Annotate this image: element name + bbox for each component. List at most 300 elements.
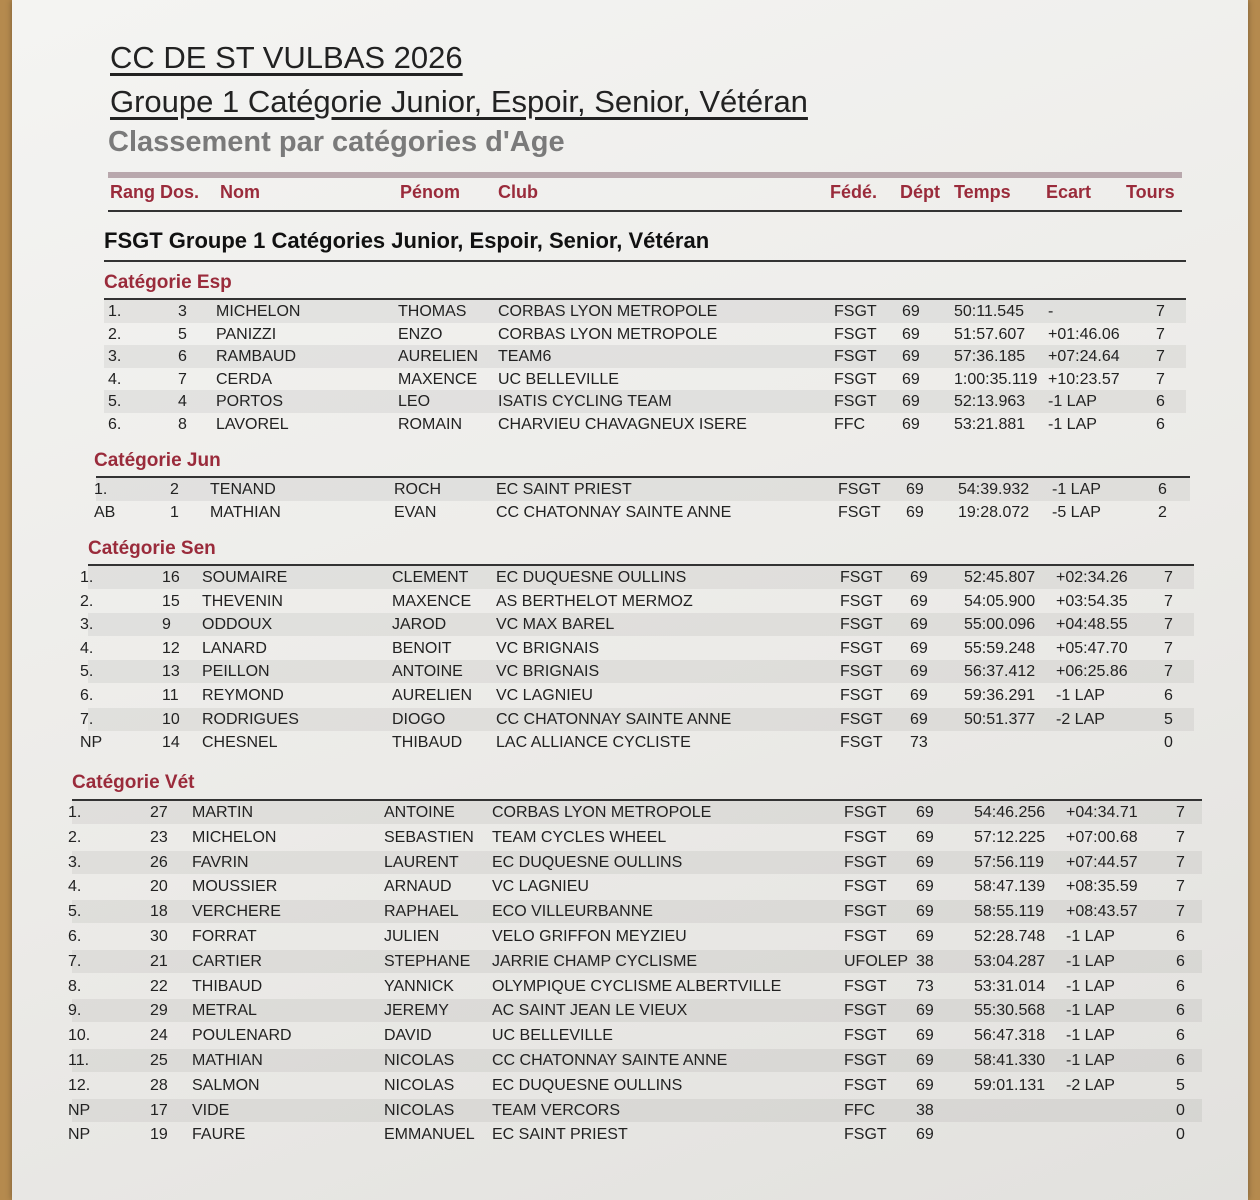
cell-fede: FSGT bbox=[840, 569, 883, 586]
cell-dossard: 7 bbox=[178, 370, 187, 388]
results-sheet bbox=[12, 0, 1248, 1200]
cell-temps: 53:21.881 bbox=[954, 416, 1026, 433]
cell-temps: 53:31.014 bbox=[974, 977, 1046, 995]
cell-dept: 69 bbox=[902, 393, 920, 411]
cell-rang: 8. bbox=[68, 977, 82, 995]
table-row bbox=[68, 1024, 1202, 1047]
cell-fede: FSGT bbox=[834, 348, 877, 366]
cell-club: EC DUQUESNE OULLINS bbox=[496, 569, 687, 586]
cell-fede: FSGT bbox=[844, 928, 887, 945]
cell-fede: FSGT bbox=[844, 853, 887, 871]
cell-rang: 7. bbox=[68, 952, 82, 970]
cell-prenom: ANTOINE bbox=[392, 663, 463, 681]
cell-rang: 6. bbox=[68, 928, 82, 945]
cell-tours: 7 bbox=[1164, 639, 1173, 657]
cell-tours: 7 bbox=[1156, 325, 1165, 343]
cell-tours: 6 bbox=[1164, 687, 1173, 704]
cell-club: VC LAGNIEU bbox=[492, 878, 589, 896]
table-row bbox=[68, 826, 1202, 849]
cell-club: VC LAGNIEU bbox=[496, 687, 593, 704]
cell-dept: 38 bbox=[916, 952, 934, 970]
cell-dept: 69 bbox=[916, 1126, 934, 1144]
cell-dossard: 21 bbox=[150, 952, 168, 970]
cell-ecart: +07:44.57 bbox=[1066, 853, 1138, 871]
table-row bbox=[68, 1074, 1202, 1097]
cell-dossard: 14 bbox=[162, 734, 180, 752]
table-row bbox=[80, 566, 1194, 589]
table-row bbox=[80, 660, 1194, 683]
cell-rang: 3. bbox=[68, 853, 82, 871]
column-header-tours: Tours bbox=[1126, 182, 1175, 202]
table-row bbox=[104, 345, 1186, 368]
cell-dept: 69 bbox=[916, 1076, 934, 1094]
cell-fede: FSGT bbox=[834, 393, 877, 411]
cell-rang: 7. bbox=[80, 710, 94, 728]
cell-tours: 6 bbox=[1176, 928, 1185, 945]
table-row bbox=[80, 684, 1194, 707]
cell-dossard: 3 bbox=[178, 303, 187, 320]
cell-dossard: 4 bbox=[178, 393, 187, 411]
cell-temps: 55:30.568 bbox=[974, 1002, 1046, 1020]
cell-dept: 69 bbox=[916, 928, 934, 945]
cell-dept: 38 bbox=[916, 1101, 934, 1119]
cell-prenom: JAROD bbox=[392, 616, 447, 634]
cell-nom: CHESNEL bbox=[202, 734, 278, 752]
cell-dept: 69 bbox=[902, 325, 920, 343]
cell-club: ISATIS CYCLING TEAM bbox=[498, 393, 672, 411]
cell-ecart: - bbox=[1048, 303, 1054, 320]
cell-rang: 6. bbox=[80, 687, 94, 704]
cell-tours: 7 bbox=[1156, 370, 1165, 388]
cell-dossard: 24 bbox=[150, 1027, 168, 1045]
cell-nom: MICHELON bbox=[216, 303, 301, 320]
cell-prenom: JEREMY bbox=[384, 1002, 449, 1020]
cell-dept: 69 bbox=[910, 616, 928, 634]
cell-nom: TENAND bbox=[210, 481, 276, 498]
cell-fede: FSGT bbox=[834, 370, 877, 388]
cell-prenom: NICOLAS bbox=[384, 1076, 455, 1094]
cell-dept: 69 bbox=[916, 1002, 934, 1020]
cell-prenom: STEPHANE bbox=[384, 952, 471, 970]
cell-fede: FSGT bbox=[840, 592, 883, 610]
column-header-prenom: Pénom bbox=[400, 182, 461, 202]
cell-prenom: DAVID bbox=[384, 1027, 432, 1045]
cell-dept: 69 bbox=[910, 710, 928, 728]
cell-dossard: 9 bbox=[162, 616, 171, 634]
table-row bbox=[104, 390, 1186, 413]
cell-ecart: +04:48.55 bbox=[1056, 616, 1128, 634]
cell-rang: 1. bbox=[108, 303, 122, 320]
cell-nom: RODRIGUES bbox=[202, 710, 299, 728]
cell-dossard: 30 bbox=[150, 928, 168, 945]
table-row bbox=[68, 999, 1202, 1022]
cell-nom: MATHIAN bbox=[192, 1052, 263, 1069]
cell-rang: 3. bbox=[108, 348, 122, 366]
cell-fede: FSGT bbox=[844, 804, 887, 821]
cell-dossard: 29 bbox=[150, 1002, 168, 1020]
cell-fede: FFC bbox=[844, 1101, 876, 1119]
cell-dossard: 11 bbox=[162, 687, 179, 704]
cell-fede: FFC bbox=[834, 416, 866, 433]
cell-ecart: -1 LAP bbox=[1066, 1052, 1115, 1069]
cell-dept: 69 bbox=[910, 639, 928, 657]
cell-nom: RAMBAUD bbox=[216, 348, 297, 366]
cell-tours: 7 bbox=[1164, 616, 1173, 634]
cell-dept: 69 bbox=[916, 853, 934, 871]
cell-club: CORBAS LYON METROPOLE bbox=[498, 303, 718, 320]
table-row bbox=[68, 950, 1202, 973]
cell-temps: 52:13.963 bbox=[954, 393, 1026, 411]
table-row bbox=[80, 613, 1194, 636]
cell-club: TEAM CYCLES WHEEL bbox=[492, 828, 667, 846]
cell-tours: 7 bbox=[1164, 592, 1173, 610]
cell-fede: FSGT bbox=[840, 710, 883, 728]
cell-ecart: +07:24.64 bbox=[1048, 348, 1120, 366]
cell-rang: 2. bbox=[80, 592, 94, 610]
cell-club: CORBAS LYON METROPOLE bbox=[498, 325, 718, 343]
cell-nom: PEILLON bbox=[202, 663, 270, 681]
cell-club: AC SAINT JEAN LE VIEUX bbox=[492, 1002, 688, 1020]
cell-ecart: +06:25.86 bbox=[1056, 663, 1128, 681]
cell-club: OLYMPIQUE CYCLISME ALBERTVILLE bbox=[492, 977, 782, 995]
cell-rang: AB bbox=[94, 504, 116, 521]
cell-tours: 5 bbox=[1164, 710, 1173, 728]
cell-club: CC CHATONNAY SAINTE ANNE bbox=[496, 710, 732, 728]
cell-nom: VERCHERE bbox=[192, 903, 281, 921]
table-row bbox=[104, 300, 1186, 323]
cell-tours: 6 bbox=[1176, 952, 1185, 970]
table-row bbox=[68, 801, 1202, 824]
cell-fede: FSGT bbox=[844, 1126, 887, 1144]
cell-temps: 57:56.119 bbox=[974, 853, 1044, 871]
cell-ecart: +03:54.35 bbox=[1056, 592, 1128, 610]
cell-temps: 57:12.225 bbox=[974, 828, 1046, 846]
cell-dept: 69 bbox=[910, 592, 928, 610]
cell-dossard: 10 bbox=[162, 710, 180, 728]
cell-fede: FSGT bbox=[844, 828, 887, 846]
cell-ecart: +10:23.57 bbox=[1048, 370, 1120, 388]
cell-dept: 69 bbox=[902, 416, 920, 433]
cell-dept: 73 bbox=[916, 977, 934, 995]
cell-club: VC MAX BAREL bbox=[496, 616, 615, 634]
cell-fede: FSGT bbox=[844, 903, 887, 921]
cell-ecart: +01:46.06 bbox=[1048, 325, 1120, 343]
cell-club: CC CHATONNAY SAINTE ANNE bbox=[492, 1052, 728, 1069]
cell-temps: 56:37.412 bbox=[964, 663, 1036, 681]
group-rule bbox=[104, 260, 1186, 262]
cell-rang: 1. bbox=[94, 481, 108, 498]
cell-nom: SOUMAIRE bbox=[202, 569, 288, 586]
group-title: FSGT Groupe 1 Catégories Junior, Espoir, Senior, Vétéran bbox=[104, 228, 710, 253]
table-row bbox=[80, 590, 1194, 613]
cell-prenom: EMMANUEL bbox=[384, 1126, 475, 1144]
cell-fede: FSGT bbox=[834, 325, 877, 343]
cell-dossard: 22 bbox=[150, 977, 168, 995]
cell-nom: THIBAUD bbox=[192, 977, 263, 995]
cell-temps: 57:36.185 bbox=[954, 348, 1026, 366]
cell-dept: 69 bbox=[916, 903, 934, 921]
cell-ecart: +02:34.26 bbox=[1056, 569, 1128, 586]
cell-prenom: AURELIEN bbox=[398, 348, 479, 366]
cell-dept: 69 bbox=[902, 348, 920, 366]
cell-prenom: LAURENT bbox=[384, 853, 459, 871]
cell-rang: 11. bbox=[68, 1052, 90, 1069]
cell-nom: THEVENIN bbox=[202, 592, 283, 610]
cell-dossard: 15 bbox=[162, 592, 180, 610]
cell-temps: 52:45.807 bbox=[964, 569, 1036, 586]
cell-fede: FSGT bbox=[840, 639, 883, 657]
cell-club: TEAM VERCORS bbox=[492, 1101, 621, 1119]
cell-nom: MARTIN bbox=[192, 804, 254, 821]
cell-ecart: +08:43.57 bbox=[1066, 903, 1138, 921]
cell-dept: 69 bbox=[910, 569, 928, 586]
cell-club: AS BERTHELOT MERMOZ bbox=[496, 592, 693, 610]
document-title: CC DE ST VULBAS 2026 bbox=[110, 40, 463, 75]
cell-tours: 6 bbox=[1156, 393, 1165, 411]
cell-temps: 58:41.330 bbox=[974, 1052, 1046, 1069]
cell-club: TEAM6 bbox=[498, 348, 552, 366]
cell-prenom: SEBASTIEN bbox=[384, 828, 474, 846]
cell-rang: 3. bbox=[80, 616, 94, 634]
cell-nom: LAVOREL bbox=[216, 416, 289, 433]
cell-tours: 6 bbox=[1176, 1052, 1185, 1069]
cell-temps: 50:11.545 bbox=[954, 303, 1024, 320]
cell-rang: 4. bbox=[108, 370, 122, 388]
cell-dossard: 25 bbox=[150, 1052, 168, 1069]
cell-tours: 2 bbox=[1158, 504, 1167, 521]
table-row bbox=[68, 1123, 1202, 1146]
cell-tours: 6 bbox=[1176, 1002, 1185, 1020]
cell-prenom: NICOLAS bbox=[384, 1052, 455, 1069]
cell-club: EC SAINT PRIEST bbox=[492, 1126, 628, 1144]
cell-dept: 69 bbox=[910, 663, 928, 681]
cell-temps: 50:51.377 bbox=[964, 710, 1036, 728]
cell-nom: MICHELON bbox=[192, 828, 277, 846]
cell-fede: FSGT bbox=[838, 504, 881, 521]
table-row bbox=[80, 708, 1194, 731]
cell-club: JARRIE CHAMP CYCLISME bbox=[492, 952, 698, 970]
cell-rang: 1. bbox=[68, 804, 82, 821]
cell-dept: 69 bbox=[902, 303, 920, 320]
cell-prenom: ENZO bbox=[398, 325, 443, 343]
cell-club: CORBAS LYON METROPOLE bbox=[492, 804, 712, 821]
cell-prenom: JULIEN bbox=[384, 928, 440, 945]
cell-ecart: +08:35.59 bbox=[1066, 878, 1138, 896]
cell-prenom: ARNAUD bbox=[384, 878, 452, 896]
column-header-nom: Nom bbox=[220, 182, 260, 202]
cell-club: UC BELLEVILLE bbox=[498, 370, 619, 388]
cell-temps: 54:05.900 bbox=[964, 592, 1036, 610]
cell-fede: FSGT bbox=[834, 303, 877, 320]
cell-temps: 55:00.096 bbox=[964, 616, 1036, 634]
table-row bbox=[104, 323, 1186, 346]
cell-ecart: -1 LAP bbox=[1066, 1027, 1115, 1045]
cell-club: CC CHATONNAY SAINTE ANNE bbox=[496, 504, 732, 521]
cell-prenom: RAPHAEL bbox=[384, 903, 459, 921]
category-title: Catégorie Sen bbox=[88, 538, 216, 559]
cell-club: EC DUQUESNE OULLINS bbox=[492, 1076, 683, 1094]
table-row bbox=[68, 900, 1202, 923]
cell-temps: 51:57.607 bbox=[954, 325, 1026, 343]
cell-rang: 4. bbox=[68, 878, 82, 896]
cell-nom: PANIZZI bbox=[216, 325, 277, 343]
cell-tours: 6 bbox=[1156, 416, 1165, 433]
cell-prenom: BENOIT bbox=[392, 639, 452, 657]
cell-dept: 69 bbox=[910, 687, 928, 704]
cell-temps: 1:00:35.119 bbox=[954, 370, 1038, 388]
cell-ecart: +05:47.70 bbox=[1056, 639, 1128, 657]
cell-temps: 52:28.748 bbox=[974, 928, 1046, 945]
cell-temps: 54:46.256 bbox=[974, 804, 1046, 821]
cell-rang: 5. bbox=[80, 663, 94, 681]
cell-club: EC SAINT PRIEST bbox=[496, 481, 632, 498]
cell-dossard: 26 bbox=[150, 853, 168, 871]
cell-dossard: 13 bbox=[162, 663, 180, 681]
cell-temps: 59:36.291 bbox=[964, 687, 1036, 704]
cell-prenom: MAXENCE bbox=[392, 592, 472, 610]
table-row bbox=[80, 637, 1194, 660]
cell-ecart: -1 LAP bbox=[1066, 1002, 1115, 1020]
cell-tours: 7 bbox=[1176, 878, 1185, 896]
cell-prenom: THOMAS bbox=[398, 303, 467, 320]
cell-fede: FSGT bbox=[840, 616, 883, 634]
cell-tours: 7 bbox=[1176, 828, 1185, 846]
cell-club: ECO VILLEURBANNE bbox=[492, 903, 653, 921]
table-row bbox=[104, 413, 1186, 436]
cell-ecart: -1 LAP bbox=[1066, 928, 1115, 945]
cell-temps: 54:39.932 bbox=[958, 481, 1030, 498]
cell-dept: 69 bbox=[906, 481, 924, 498]
cell-rang: 5. bbox=[68, 903, 82, 921]
cell-nom: FAURE bbox=[192, 1126, 246, 1144]
cell-club: CHARVIEU CHAVAGNEUX ISERE bbox=[498, 416, 747, 433]
cell-dossard: 19 bbox=[150, 1126, 168, 1144]
cell-club: UC BELLEVILLE bbox=[492, 1027, 613, 1045]
cell-temps: 58:47.139 bbox=[974, 878, 1046, 896]
cell-tours: 7 bbox=[1156, 348, 1165, 366]
cell-fede: FSGT bbox=[844, 1002, 887, 1020]
column-header-rang-dos: Rang Dos. bbox=[110, 182, 200, 202]
cell-ecart: -1 LAP bbox=[1066, 977, 1115, 995]
cell-dept: 69 bbox=[902, 370, 920, 388]
cell-dept: 69 bbox=[916, 878, 934, 896]
cell-rang: NP bbox=[68, 1126, 91, 1144]
cell-nom: CERDA bbox=[216, 370, 273, 388]
cell-rang: 4. bbox=[80, 639, 94, 657]
column-header-dept: Dépt bbox=[900, 182, 940, 202]
cell-club: LAC ALLIANCE CYCLISTE bbox=[496, 734, 691, 752]
cell-tours: 7 bbox=[1164, 569, 1173, 586]
cell-prenom: ROCH bbox=[394, 481, 442, 498]
category-title: Catégorie Vét bbox=[72, 772, 195, 793]
cell-prenom: LEO bbox=[398, 393, 431, 411]
cell-rang: 10. bbox=[68, 1027, 91, 1045]
table-row bbox=[68, 875, 1202, 898]
cell-ecart: -1 LAP bbox=[1056, 687, 1105, 704]
cell-ecart: -1 LAP bbox=[1048, 416, 1097, 433]
cell-ecart: -5 LAP bbox=[1052, 504, 1101, 521]
column-header-club: Club bbox=[498, 182, 538, 202]
cell-fede: FSGT bbox=[840, 663, 883, 681]
cell-fede: FSGT bbox=[844, 1076, 887, 1094]
cell-club: VELO GRIFFON MEYZIEU bbox=[492, 928, 687, 945]
cell-club: EC DUQUESNE OULLINS bbox=[492, 853, 683, 871]
cell-tours: 5 bbox=[1176, 1076, 1185, 1094]
cell-fede: FSGT bbox=[844, 977, 887, 995]
cell-fede: FSGT bbox=[840, 734, 883, 752]
cell-nom: SALMON bbox=[192, 1076, 260, 1094]
cell-temps: 55:59.248 bbox=[964, 639, 1036, 657]
document-subtitle: Groupe 1 Catégorie Junior, Espoir, Senior, Vétéran bbox=[110, 84, 808, 119]
header-band bbox=[108, 172, 1182, 178]
cell-dossard: 12 bbox=[162, 639, 180, 657]
cell-dossard: 1 bbox=[170, 504, 179, 521]
cell-tours: 7 bbox=[1176, 903, 1185, 921]
cell-tours: 7 bbox=[1164, 663, 1173, 681]
cell-tours: 7 bbox=[1176, 804, 1185, 821]
cell-dossard: 18 bbox=[150, 903, 168, 921]
cell-nom: MOUSSIER bbox=[192, 878, 278, 896]
cell-rang: 1. bbox=[80, 569, 94, 586]
cell-fede: FSGT bbox=[840, 687, 883, 704]
cell-temps: 56:47.318 bbox=[974, 1027, 1046, 1045]
document-heading: Classement par catégories d'Age bbox=[108, 126, 565, 158]
cell-ecart: -2 LAP bbox=[1056, 710, 1105, 728]
table-row bbox=[80, 731, 1194, 754]
table-row bbox=[68, 851, 1202, 874]
table-row bbox=[96, 478, 1190, 501]
cell-ecart: -1 LAP bbox=[1066, 952, 1115, 970]
cell-dossard: 8 bbox=[178, 416, 187, 433]
category-title: Catégorie Esp bbox=[104, 272, 232, 293]
cell-tours: 0 bbox=[1176, 1101, 1185, 1119]
cell-prenom: DIOGO bbox=[392, 710, 446, 728]
cell-dossard: 27 bbox=[150, 804, 168, 821]
cell-rang: 2. bbox=[108, 325, 122, 343]
cell-fede: FSGT bbox=[844, 878, 887, 896]
cell-rang: NP bbox=[68, 1101, 91, 1119]
cell-temps: 58:55.119 bbox=[974, 903, 1044, 921]
cell-tours: 6 bbox=[1158, 481, 1167, 498]
cell-temps: 53:04.287 bbox=[974, 952, 1046, 970]
cell-fede: FSGT bbox=[844, 1052, 887, 1069]
cell-prenom: MAXENCE bbox=[398, 370, 478, 388]
cell-ecart: -1 LAP bbox=[1048, 393, 1097, 411]
table-row bbox=[68, 1099, 1202, 1122]
cell-dossard: 6 bbox=[178, 348, 187, 366]
cell-fede: UFOLEP bbox=[844, 952, 909, 970]
cell-prenom: YANNICK bbox=[384, 977, 454, 995]
table-row bbox=[96, 501, 1190, 524]
table-row bbox=[68, 975, 1202, 998]
cell-dept: 69 bbox=[916, 828, 934, 846]
cell-tours: 6 bbox=[1176, 977, 1185, 995]
cell-fede: FSGT bbox=[838, 481, 881, 498]
category-title: Catégorie Jun bbox=[94, 450, 221, 471]
header-rule bbox=[108, 210, 1182, 212]
cell-prenom: CLEMENT bbox=[392, 569, 469, 586]
cell-rang: 5. bbox=[108, 393, 122, 411]
cell-dossard: 2 bbox=[170, 481, 179, 498]
cell-nom: CARTIER bbox=[192, 952, 262, 970]
cell-dossard: 17 bbox=[150, 1101, 168, 1119]
cell-dossard: 23 bbox=[150, 828, 168, 846]
cell-prenom: ROMAIN bbox=[398, 416, 462, 433]
cell-ecart: -2 LAP bbox=[1066, 1076, 1115, 1094]
cell-dept: 69 bbox=[906, 504, 924, 521]
cell-dossard: 28 bbox=[150, 1076, 168, 1094]
cell-nom: MATHIAN bbox=[210, 504, 281, 521]
